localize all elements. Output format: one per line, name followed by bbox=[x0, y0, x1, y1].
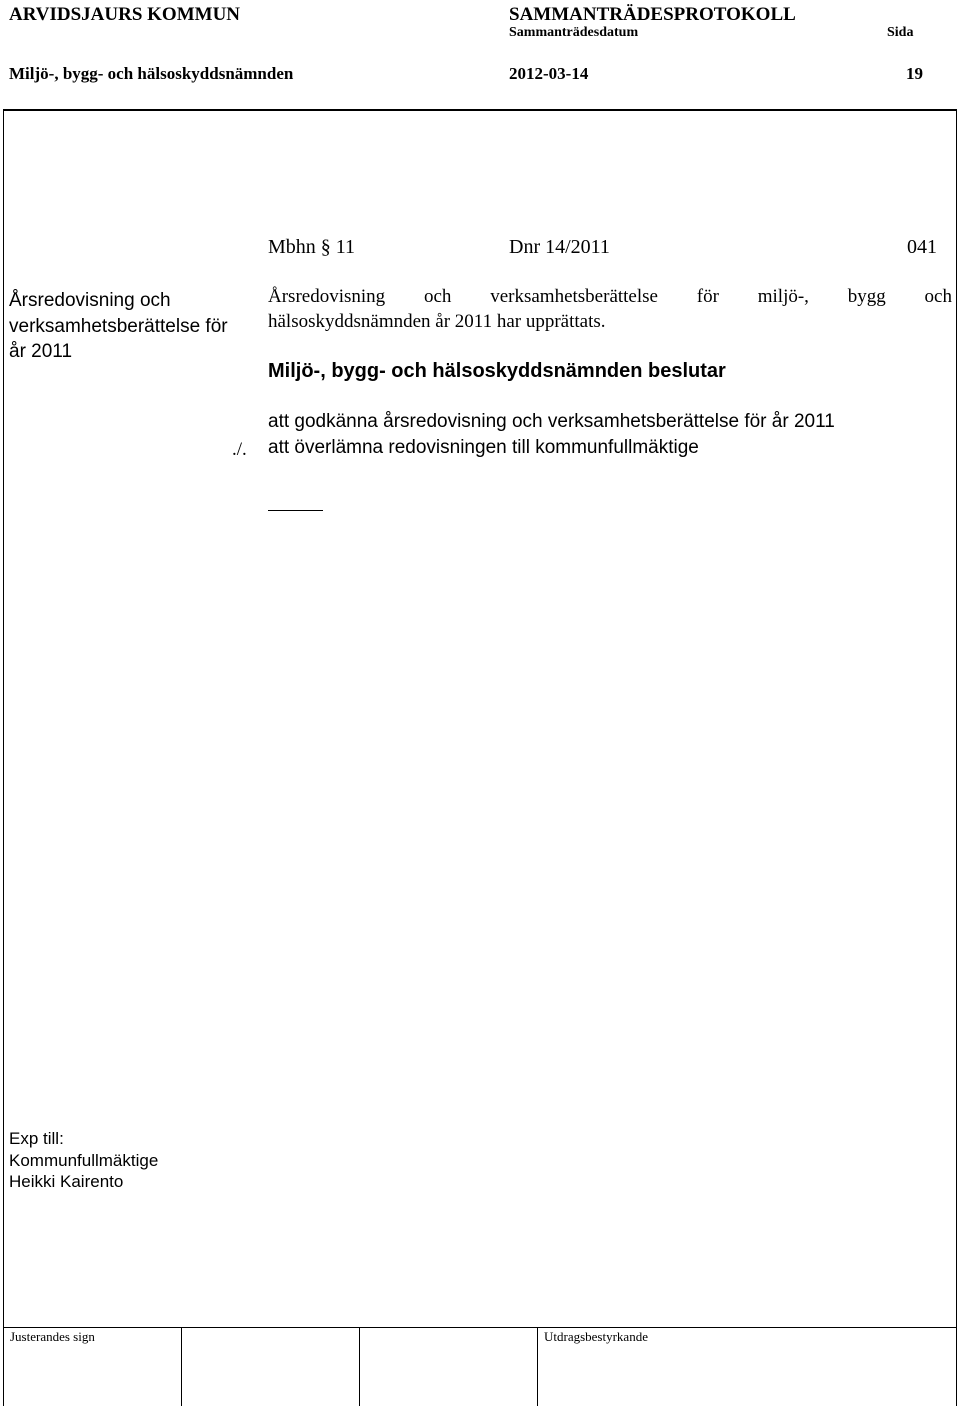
section-divider bbox=[268, 510, 323, 511]
item-side-title: Årsredovisning och verksamhetsberättelse för år 2011 bbox=[9, 290, 228, 362]
meeting-date-label: Sammanträdesdatum bbox=[509, 25, 639, 40]
adjuster-sign-box bbox=[3, 1328, 181, 1406]
intro-line-1: Årsredovisning och verksamhetsberättelse för miljö-, bygg och bbox=[268, 286, 952, 307]
meeting-date: 2012-03-14 bbox=[509, 64, 589, 83]
committee-name: Miljö-, bygg- och hälsoskyddsnämnden bbox=[9, 64, 294, 83]
distribution-list bbox=[9, 1128, 158, 1193]
distribution-recipient: Heikki Kairento bbox=[9, 1172, 124, 1191]
paragraph-reference: Mbhn § 11 bbox=[268, 236, 356, 258]
decision-heading: Miljö-, bygg- och hälsoskyddsnämnden beslutar bbox=[268, 360, 726, 382]
adjuster-sign-label: Justerandes sign bbox=[10, 1329, 95, 1344]
case-number: Dnr 14/2011 bbox=[509, 236, 610, 258]
decision-item: att godkänna årsredovisning och verksamhetsberättelse för år 2011 bbox=[268, 411, 835, 432]
archive-code: 041 bbox=[907, 236, 937, 258]
intro-line-2: hälsoskyddsnämnden år 2011 har upprättats. bbox=[268, 311, 606, 332]
page-number: 19 bbox=[906, 64, 923, 83]
distribution-label: Exp till: bbox=[9, 1129, 64, 1148]
adjuster-sign-box bbox=[181, 1328, 359, 1406]
adjuster-sign-box bbox=[359, 1328, 537, 1406]
signature-footer bbox=[3, 1327, 957, 1405]
distribution-recipient: Kommunfullmäktige bbox=[9, 1150, 159, 1170]
decision-item: att överlämna redovisningen till kommunfullmäktige bbox=[268, 437, 699, 458]
document-type: SAMMANTRÄDESPROTOKOLL bbox=[509, 4, 796, 25]
organization-name: ARVIDSJAURS KOMMUN bbox=[9, 4, 241, 25]
page-label: Sida bbox=[887, 25, 914, 40]
extract-certification-label: Utdragsbestyrkande bbox=[544, 1329, 648, 1344]
attachment-mark: ./. bbox=[232, 439, 247, 460]
item-introduction bbox=[268, 284, 952, 334]
extract-certification-box bbox=[537, 1328, 957, 1406]
